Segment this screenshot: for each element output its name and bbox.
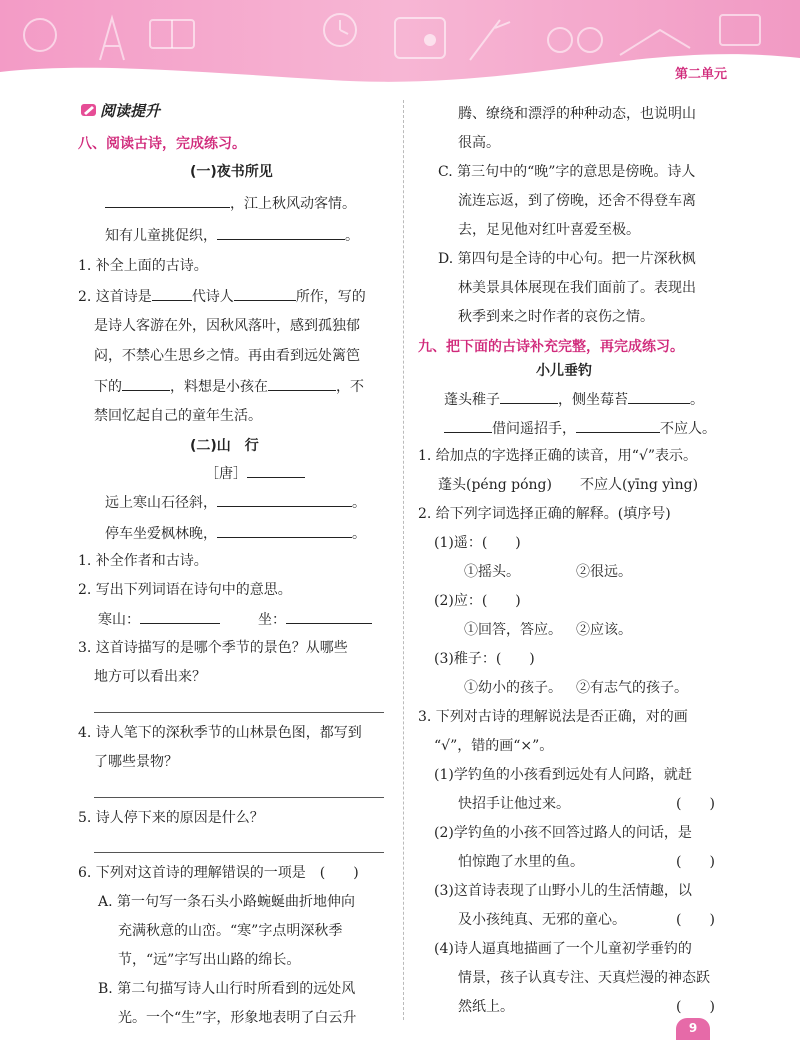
- question-text: 2. 这首诗是 代诗人 所作，写的: [78, 286, 366, 307]
- poem3-line2: 借问遥招手， 不应人。: [444, 418, 716, 439]
- column-divider: [403, 100, 404, 1020]
- blank[interactable]: [500, 389, 558, 404]
- option-text: 光。一个“生”字，形象地表明了白云升: [118, 1010, 357, 1026]
- question-text: 1. 补全作者和古诗。: [78, 553, 208, 569]
- page-number: 9: [676, 1018, 710, 1040]
- statement-text: (3)这首诗表现了山野小儿的生活情趣，以: [434, 883, 692, 899]
- poem2-line1: 远上寒山石径斜， 。: [105, 492, 366, 513]
- question-text: 禁回忆起自己的童年生活。: [94, 408, 262, 424]
- blank[interactable]: [105, 193, 230, 208]
- unit-label: 第二单元: [675, 67, 728, 82]
- question-text[interactable]: (3)稚子：( ): [434, 651, 535, 667]
- option-text: D. 第四句是全诗的中心句。把一片深秋枫: [438, 251, 696, 267]
- poem1-line2: 知有儿童挑促织， 。: [105, 225, 359, 246]
- blank[interactable]: [217, 225, 345, 240]
- badge-label: 阅读提升: [100, 101, 161, 120]
- option-text: B. 第二句描写诗人山行时所看到的远处风: [98, 981, 356, 997]
- blank[interactable]: [152, 286, 192, 301]
- question-text: 闷，不禁心生思乡之情。再由看到远处篱笆: [94, 348, 360, 364]
- blank[interactable]: [247, 463, 305, 478]
- question-text: 坐：: [258, 609, 372, 630]
- question-text: 5. 诗人停下来的原因是什么？: [78, 810, 264, 826]
- option-text: 去，足见他对红叶喜爱至极。: [458, 222, 640, 238]
- option-text: A. 第一句写一条石头小路蜿蜒曲折地伸向: [98, 894, 356, 910]
- blank[interactable]: [286, 609, 372, 624]
- blank[interactable]: [576, 418, 660, 433]
- question-text: 3. 这首诗描写的是哪个季节的景色？从哪些: [78, 640, 348, 656]
- statement-text: 及小孩纯真、无邪的童心。: [458, 912, 626, 928]
- question-text: 下的 ，料想是小孩在 ，不: [94, 376, 364, 397]
- option-text: 流连忘返，到了傍晚，还舍不得登车离: [458, 193, 696, 209]
- option-text: ①回答，答应。: [464, 622, 562, 638]
- statement-text: 快招手让他过来。: [458, 796, 570, 812]
- section-9-heading: 九、把下面的古诗补充完整，再完成练习。: [418, 339, 684, 355]
- question-text: 4. 诗人笔下的深秋季节的山林景色图，都写到: [78, 725, 362, 741]
- question-text: 寒山：: [98, 609, 220, 630]
- answer-paren[interactable]: ( ): [676, 854, 715, 870]
- question-text: 地方可以看出来？: [94, 669, 206, 685]
- blank[interactable]: [217, 492, 352, 507]
- answer-line[interactable]: [94, 852, 384, 853]
- question-text: 1. 给加点的字选择正确的读音，用“√”表示。: [418, 448, 698, 464]
- blank[interactable]: [140, 609, 220, 624]
- question-text: 是诗人客游在外，因秋风落叶，感到孤独郁: [94, 318, 360, 334]
- question-text: 1. 补全上面的古诗。: [78, 258, 208, 274]
- blank[interactable]: [444, 418, 492, 433]
- blank[interactable]: [628, 389, 690, 404]
- blank[interactable]: [122, 376, 170, 391]
- question-text: 2. 写出下列词语在诗句中的意思。: [78, 582, 292, 598]
- statement-text: 然纸上。: [458, 999, 514, 1015]
- option-text: 腾、缭绕和漂浮的种种动态，也说明山: [458, 106, 696, 122]
- poem2-line2: 停车坐爱枫林晚， 。: [105, 523, 366, 544]
- pinyin-option[interactable]: 蓬头(péng póng): [438, 477, 552, 493]
- poem2-dynasty: ［唐］: [205, 463, 305, 484]
- blank[interactable]: [217, 523, 352, 538]
- question-text: “√”，错的画“×”。: [434, 738, 554, 754]
- question-text: 6. 下列对这首诗的理解错误的一项是 ( ): [78, 865, 359, 881]
- option-text: ②有志气的孩子。: [576, 680, 688, 696]
- question-text: 2. 给下列字词选择正确的解释。(填序号): [418, 506, 671, 522]
- answer-paren[interactable]: ( ): [676, 796, 715, 812]
- option-text: 充满秋意的山峦。“寒”字点明深秋季: [118, 923, 343, 939]
- question-text: 3. 下列对古诗的理解说法是否正确，对的画: [418, 709, 688, 725]
- option-text: ②应该。: [576, 622, 632, 638]
- poem1-title: (一)夜书所见: [190, 164, 273, 180]
- statement-text: (2)学钓鱼的小孩不回答过路人的问话，是: [434, 825, 692, 841]
- poem3-title: 小儿垂钓: [536, 363, 592, 379]
- option-text: 节，“远”字写出山路的绵长。: [118, 952, 301, 968]
- answer-line[interactable]: [94, 712, 384, 713]
- option-text: ②很远。: [576, 564, 632, 580]
- pencil-icon: [80, 101, 98, 119]
- poem1-line1: ，江上秋风动客情。: [105, 193, 356, 214]
- answer-paren[interactable]: ( ): [676, 912, 715, 928]
- statement-text: (4)诗人逼真地描画了一个儿童初学垂钓的: [434, 941, 692, 957]
- option-text: ①幼小的孩子。: [464, 680, 562, 696]
- poem2-title: (二)山 行: [190, 438, 259, 454]
- pinyin-option[interactable]: 不应人(yīng yìng): [580, 477, 699, 493]
- option-text: 很高。: [458, 135, 500, 151]
- poem3-line1: 蓬头稚子 ，侧坐莓苔 。: [444, 389, 704, 410]
- option-text: ①摇头。: [464, 564, 520, 580]
- section-8-heading: 八、阅读古诗，完成练习。: [78, 136, 246, 152]
- option-text: 林美景具体展现在我们面前了。表现出: [458, 280, 696, 296]
- question-text: 了哪些景物？: [94, 754, 178, 770]
- blank[interactable]: [268, 376, 336, 391]
- option-text: 秋季到来之时作者的哀伤之情。: [458, 309, 654, 325]
- answer-line[interactable]: [94, 797, 384, 798]
- question-text[interactable]: (2)应：( ): [434, 593, 521, 609]
- blank[interactable]: [234, 286, 296, 301]
- answer-paren[interactable]: ( ): [676, 999, 715, 1015]
- statement-text: 怕惊跑了水里的鱼。: [458, 854, 584, 870]
- reading-badge: [80, 100, 160, 120]
- option-text: C. 第三句中的“晚”字的意思是傍晚。诗人: [438, 164, 696, 180]
- question-text[interactable]: (1)遥：( ): [434, 535, 521, 551]
- statement-text: (1)学钓鱼的小孩看到远处有人问路，就赶: [434, 767, 692, 783]
- statement-text: 情景，孩子认真专注、天真烂漫的神态跃: [458, 970, 710, 986]
